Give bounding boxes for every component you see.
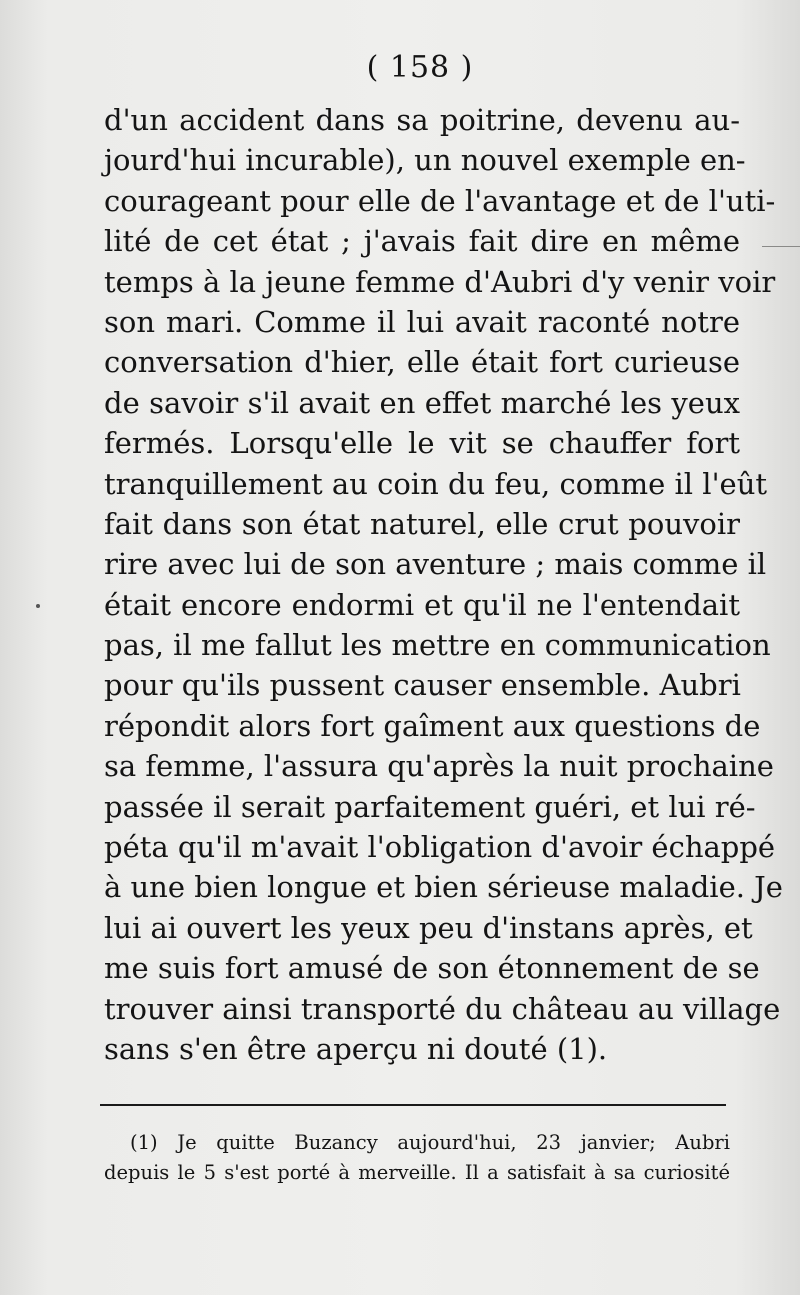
text-line: jourd'hui incurable), un nouvel exemple en- [104,143,746,178]
text-line: passée il serait parfaitement guéri, et lui ré- [104,789,756,824]
text-line: lité de cet état ; j'avais fait dire en même [104,224,740,259]
text-line: temps à la jeune femme d'Aubri d'y venir voir [104,264,776,299]
text-line: conversation d'hier, elle était fort curieuse [104,345,740,380]
text-line: tranquillement au coin du feu, comme il l'eût [104,466,768,501]
text-line: lui ai ouvert les yeux peu d'instans après, et [104,910,753,945]
text-line: son mari. Comme il lui avait raconté notre [104,304,740,339]
text-line: répondit alors fort gaîment aux questions de [104,708,761,743]
show-through-mark [762,246,800,247]
text-line: était encore endormi et qu'il ne l'entendait [104,587,740,622]
footnote-divider [100,1104,726,1106]
footnote-line: (1) Je quitte Buzancy aujourd'hui, 23 janvier; Aubri [130,1131,730,1154]
text-line: rire avec lui de son aventure ; mais comme il [104,547,767,582]
text-line: courageant pour elle de l'avantage et de l'uti- [104,183,776,218]
text-line: à une bien longue et bien sérieuse maladie. Je [104,870,783,905]
text-line: d'un accident dans sa poitrine, devenu au- [104,103,740,137]
text-line: de savoir s'il avait en effet marché les yeux [104,385,740,420]
text-line: me suis fort amusé de son étonnement de se [104,951,760,986]
text-line: fermés. Lorsqu'elle le vit se chauffer fort [104,426,740,461]
page-number: ( 158 ) [366,50,474,85]
footnote [104,1128,730,1188]
text-line: sans s'en être aperçu ni douté (1). [104,1031,608,1066]
text-line: sa femme, l'assura qu'après la nuit prochaine [104,749,774,784]
paper-speck [36,604,40,608]
text-line: pas, il me fallut les mettre en communication [104,628,771,663]
footnote-line: depuis le 5 s'est porté à merveille. Il a satisfait à sa curiosité [104,1161,730,1184]
body-text [104,100,783,1069]
text-line: fait dans son état naturel, elle crut pouvoir [104,506,740,541]
text-line: trouver ainsi transporté du château au village [104,991,781,1026]
text-line: péta qu'il m'avait l'obligation d'avoir échappé [104,830,776,865]
text-line: pour qu'ils pussent causer ensemble. Aubri [104,668,741,703]
